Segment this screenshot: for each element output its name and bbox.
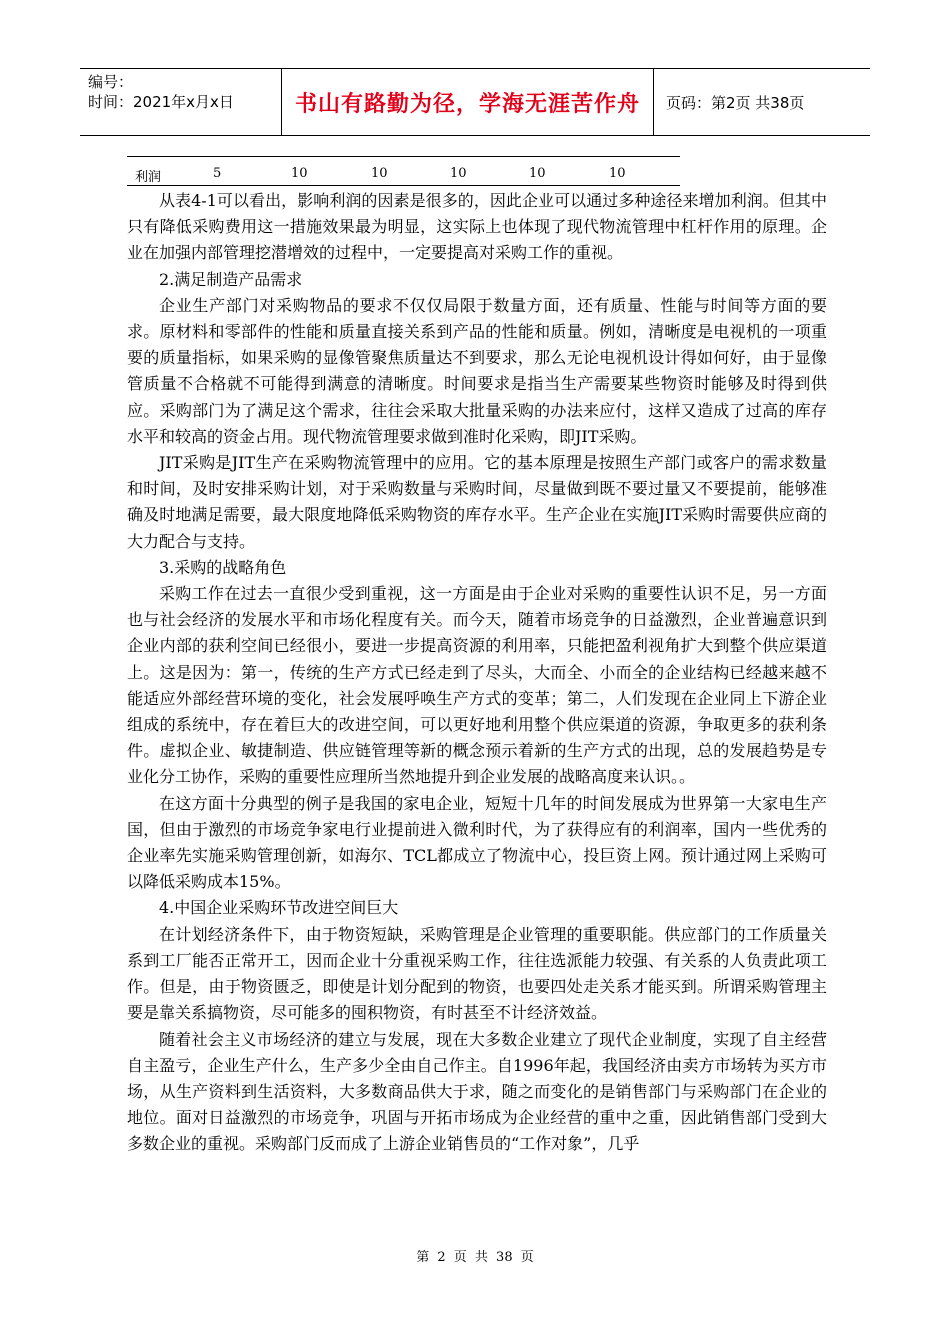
paragraph: JIT采购是JIT生产在采购物流管理中的应用。它的基本原理是按照生产部门或客户的需求数量和时间，及时安排采购计划，对于采购数量与采购时间，尽量做到既不要过量又不要提前，能够准确及时地满足需要，最大限度地降低采购物资的库存水平。生产企业在实施JIT采购时需要供应商的大力配合与支持。 xyxy=(127,453,827,551)
section-heading: 3.采购的战略角色 xyxy=(159,557,287,577)
header-motto-cell xyxy=(282,69,654,135)
page-header xyxy=(80,68,870,136)
paragraph: 在计划经济条件下，由于物资短缺，采购管理是企业管理的重要职能。供应部门的工作质量关系到工厂能否正常开工，因而企业十分重视采购工作，往往选派能力较强、有关系的人负责此项工作。但是，由于物资匮乏，即使是计划分配到的物资，也要四处走关系才能买到。所谓采购管理主要是靠关系搞物资，尽可能多的囤积物资，有时甚至不计经济效益。 xyxy=(127,924,827,1023)
table-cell: 10 xyxy=(609,166,626,181)
section-heading: 4.中国企业采购环节改进空间巨大 xyxy=(159,898,399,918)
paragraph: 从表4-1可以看出，影响利润的因素是很多的，因此企业可以通过多种途径来增加利润。但其中只有降低采购费用这一措施效果最为明显，这实际上也体现了现代物流管理中杠杆作用的原理。企业在加强内部管理挖潜增效的过程中，一定要提高对采购工作的重视。 xyxy=(127,191,827,263)
page-label: 页码：第2页 共38页 xyxy=(666,93,805,112)
paragraph: 采购工作在过去一直很少受到重视，这一方面是由于企业对采购的重要性认识不足，另一方面也与社会经济的发展水平和市场化程度有关。而今天，随着市场竞争的日益激烈，企业普遍意识到企业内部的获利空间已经很小，要进一步提高资源的利用率，只能把盈利视角扩大到整个供应渠道上。这是因为：第一，传统的生产方式已经走到了尽头，大而全、小而全的企业结构已经越来越不能适应外部经营环境的变化，社会发展呼唤生产方式的变革；第二，人们发现在企业同上下游企业组成的系统中，存在着巨大的改进空间，可以更好地利用整个供应渠道的资源，争取更多的获利条件。虚拟企业、敏捷制造、供应链管理等新的概念预示着新的生产方式的出现，总的发展趋势是专业化分工协作，采购的重要性应理所当然地提升到企业发展的战略高度来认识。。 xyxy=(127,584,827,787)
table-cell: 10 xyxy=(291,166,308,181)
profit-table-row xyxy=(127,156,680,186)
table-cell: 10 xyxy=(450,166,467,181)
table-cell: 5 xyxy=(213,166,222,181)
table-cell: 10 xyxy=(529,166,546,181)
row-label: 利润 xyxy=(135,170,162,185)
date-label: 时间：2021年x月x日 xyxy=(88,93,234,111)
body-text xyxy=(127,188,827,1158)
paragraph: 企业生产部门对采购物品的要求不仅仅局限于数量方面，还有质量、性能与时间等方面的要求。原材料和零部件的性能和质量直接关系到产品的性能和质量。例如，清晰度是电视机的一项重要的质量指标，如果采购的显像管聚焦质量达不到要求，那么无论电视机设计得如何好，由于显像管质量不合格就不可能得到满意的清晰度。时间要求是指当生产需要某些物资时能够及时得到供应。采购部门为了满足这个需求，往往会采取大批量采购的办法来应付，这样又造成了过高的库存水平和较高的资金占用。现代物流管理要求做到准时化采购，即JIT采购。 xyxy=(127,295,827,446)
paragraph: 随着社会主义市场经济的建立与发展，现在大多数企业建立了现代企业制度，实现了自主经营自主盈亏，企业生产什么，生产多少全由自己作主。自1996年起，我国经济由卖方市场转为买方市场，从生产资料到生活资料，大多数商品供大于求，随之而变化的是销售部门与采购部门在企业的地位。面对日益激烈的市场竞争，巩固与开拓市场成为企业经营的重中之重，因此销售部门受到大多数企业的重视。采购部门反而成了上游企业销售员的“工作对象”，几乎 xyxy=(127,1029,827,1154)
motto-text: 书山有路勤为径，学海无涯苦作舟 xyxy=(294,91,640,117)
number-label: 编号： xyxy=(88,73,134,91)
paragraph: 在这方面十分典型的例子是我国的家电企业，短短十几年的时间发展成为世界第一大家电生产国，但由于激烈的市场竞争家电行业提前进入微利时代，为了获得应有的利润率，国内一些优秀的企业率先实施采购管理创新，如海尔、TCL都成立了物流中心，投巨资上网。预计通过网上采购可以降低采购成本15%。 xyxy=(127,793,827,892)
section-heading: 2.满足制造产品需求 xyxy=(159,269,303,289)
page-footer: 第 2 页 共 38 页 xyxy=(416,1250,534,1265)
table-cell: 10 xyxy=(371,166,388,181)
header-left-cell xyxy=(80,69,282,135)
header-page-cell xyxy=(654,69,870,135)
